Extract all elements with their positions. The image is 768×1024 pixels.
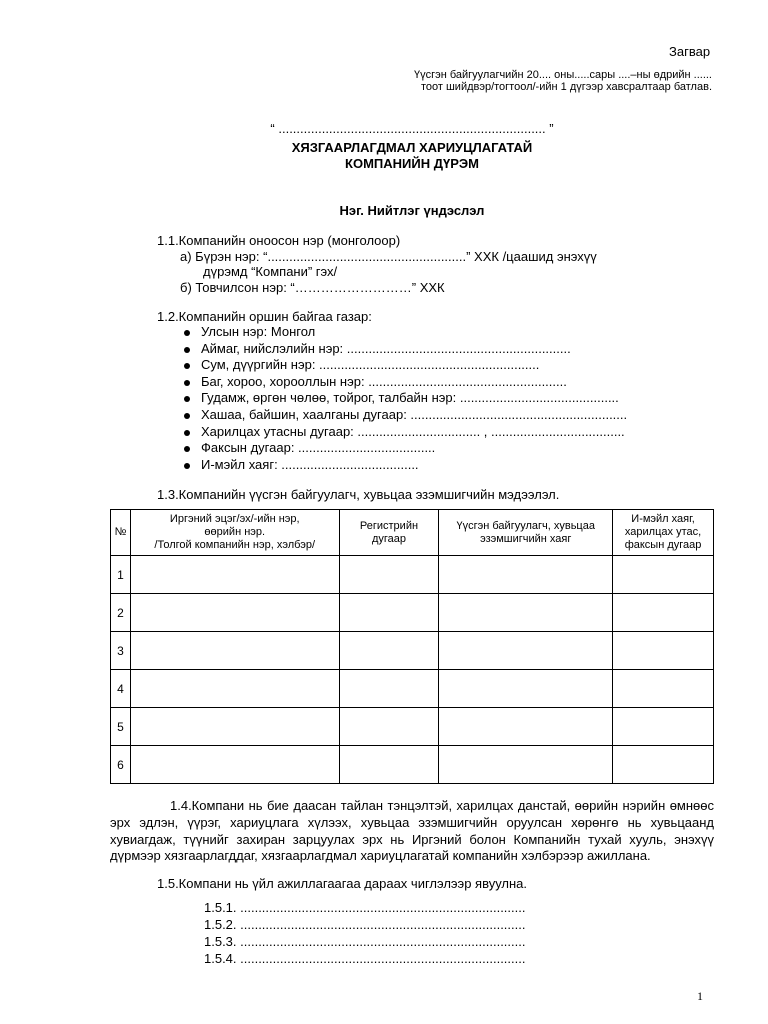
table-row [111, 556, 714, 594]
cell[interactable] [130, 670, 339, 708]
approval-line-2: тоот шийдвэр/тогтоол/-ийн 1 дүгээр хавсралтаар батлав. [420, 81, 712, 93]
table-row [111, 746, 714, 784]
cell[interactable] [613, 556, 714, 594]
list-item: Харилцах утасны дугаар: .................................. , ..................................... [181, 424, 627, 441]
list-item: Улсын нэр: Монгол [181, 324, 627, 341]
cell[interactable] [130, 632, 339, 670]
activity-item-1: 1.5.1. ............................................................................... [204, 900, 526, 915]
cell[interactable] [439, 746, 613, 784]
list-item: Баг, хороо, хорооллын нэр: ....................................................... [181, 374, 627, 391]
row-number: 4 [111, 670, 131, 708]
bullet-icon [184, 330, 190, 336]
list-item: Аймаг, нийслэлийн нэр: .............................................................. [181, 341, 627, 358]
list-item: И-мэйл хаяг: ...................................... [181, 457, 627, 474]
page-number: 1 [697, 989, 703, 1003]
cell[interactable] [130, 594, 339, 632]
row-number: 6 [111, 746, 131, 784]
cell[interactable] [439, 708, 613, 746]
bullet-icon [184, 347, 190, 353]
cell[interactable] [439, 670, 613, 708]
cell[interactable] [439, 556, 613, 594]
table-row [111, 594, 714, 632]
cell[interactable] [339, 708, 439, 746]
bullet-icon [184, 380, 190, 386]
cell[interactable] [130, 746, 339, 784]
section-1-3-heading: 1.3.Компанийн үүсгэн байгуулагч, хувьцаа эзэмшигчийн мэдээлэл. [157, 487, 560, 502]
col-header-register: Регистрийн дугаар [339, 510, 439, 556]
list-item: Хашаа, байшин, хаалганы дугаар: ............................................................ [181, 407, 627, 424]
bullet-icon [184, 396, 190, 402]
row-number: 5 [111, 708, 131, 746]
cell[interactable] [130, 556, 339, 594]
row-number: 1 [111, 556, 131, 594]
col-header-contact: И-мэйл хаяг, харилцах утас, факсын дугаар [613, 510, 714, 556]
bullet-icon [184, 463, 190, 469]
cell[interactable] [613, 670, 714, 708]
list-item: Факсын дугаар: ...................................... [181, 440, 627, 457]
list-item: Гудамж, өргөн чөлөө, тойрог, талбайн нэр: ............................................ [181, 390, 627, 407]
document-title-line-2: КОМПАНИЙН ДҮРЭМ [345, 156, 479, 171]
section-1-5-heading: 1.5.Компани нь үйл ажиллагаагаа дараах чиглэлээр явуулна. [157, 876, 528, 891]
bullet-icon [184, 363, 190, 369]
cell[interactable] [613, 708, 714, 746]
col-header-number: № [111, 510, 131, 556]
bullet-icon [184, 413, 190, 419]
document-title-line-1: ХЯЗГААРЛАГДМАЛ ХАРИУЦЛАГАТАЙ [291, 140, 533, 155]
activity-item-3: 1.5.3. ............................................................................... [204, 934, 526, 949]
row-number: 2 [111, 594, 131, 632]
activity-item-2: 1.5.2. ............................................................................... [204, 917, 526, 932]
cell[interactable] [613, 594, 714, 632]
cell[interactable] [613, 746, 714, 784]
section-1-4-paragraph: 1.4.Компани нь бие даасан тайлан тэнцэлтэй, харилцах данстай, өөрийн нэрийн өмнөөс эрх эдлэн, үүрэг, хариуцлага хүлээх, хувьцаа эзэмшигчийн оруулсан хөрөнгө нь хувьцаанд хувиагдаж, түүнийг захиран зарцуулах эрх нь Иргэний болон Компанийн тухай хууль, энэхүү дүрмээр хязгаарлагддаг, хязгаарлагдмал хариуцлагатай компанийн хэлбэрээр ажиллана. [110, 798, 714, 864]
activity-item-4: 1.5.4. ............................................................................... [204, 951, 526, 966]
col-header-address: Үүсгэн байгуулагч, хувьцаа эзэмшигчийн хаяг [439, 510, 613, 556]
address-list [181, 324, 627, 473]
row-number: 3 [111, 632, 131, 670]
cell[interactable] [130, 708, 339, 746]
section-1-2-heading: 1.2.Компанийн оршин байгаа газар: [157, 309, 372, 324]
company-name-placeholder: “ .......................................................................... ” [270, 121, 554, 136]
short-name-line: б) Товчилсон нэр: “………………………” ХХК [180, 280, 445, 295]
cell[interactable] [339, 594, 439, 632]
table-row [111, 632, 714, 670]
table-header-row [111, 510, 714, 556]
cell[interactable] [339, 746, 439, 784]
cell[interactable] [339, 632, 439, 670]
section-1-1-heading: 1.1.Компанийн оноосон нэр (монголоор) [157, 233, 401, 248]
founders-table [110, 509, 714, 784]
cell[interactable] [439, 594, 613, 632]
full-name-line: а) Бүрэн нэр: “.......................................................” ХХК /цаашид энэхүү [180, 249, 597, 264]
cell[interactable] [613, 632, 714, 670]
list-item: Сум, дүүргийн нэр: ............................................................. [181, 357, 627, 374]
full-name-line-2: дүрэмд “Компани” гэх/ [203, 264, 338, 279]
chapter-heading: Нэг. Нийтлэг үндэслэл [339, 203, 485, 218]
approval-line-1: Үүсгэн байгуулагчийн 20.... оны.....сары ....–ны өдрийн ...... [413, 69, 712, 81]
cell[interactable] [439, 632, 613, 670]
template-label: Загвар [669, 44, 711, 59]
table-row [111, 708, 714, 746]
cell[interactable] [339, 556, 439, 594]
cell[interactable] [339, 670, 439, 708]
col-header-name: Иргэний эцэг/эх/-ийн нэр, өөрийн нэр. /Толгой компанийн нэр, хэлбэр/ [130, 510, 339, 556]
bullet-icon [184, 446, 190, 452]
table-row [111, 670, 714, 708]
bullet-icon [184, 430, 190, 436]
